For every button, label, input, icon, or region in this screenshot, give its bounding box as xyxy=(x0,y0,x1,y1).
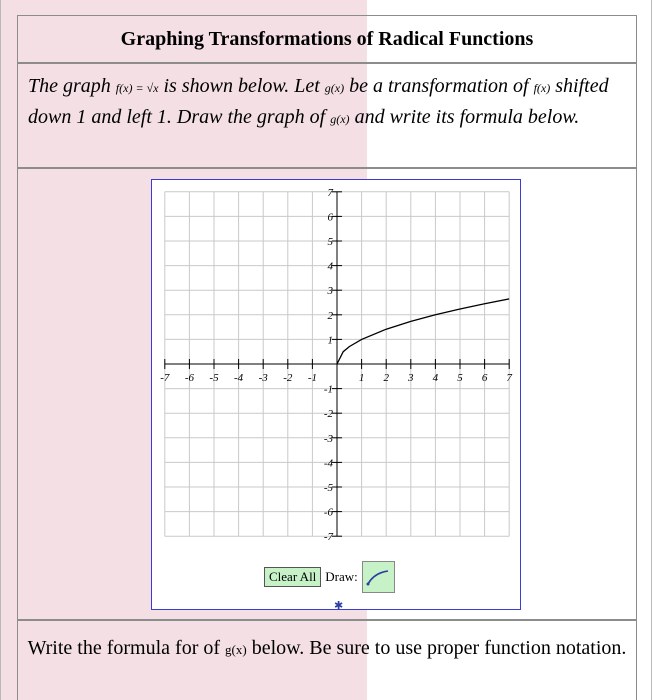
problem-text xyxy=(28,72,626,134)
frame-border-right xyxy=(651,0,652,700)
y-tick-label: -1 xyxy=(323,383,333,396)
g-of-x-notation: g(x) xyxy=(330,112,350,126)
y-tick-label: 5 xyxy=(327,236,333,248)
formula-text-part: Write the formula for of xyxy=(27,637,226,659)
title-box xyxy=(17,15,637,63)
formula-text-part: below. Be sure to use proper function notation. xyxy=(246,637,627,659)
asterisk-icon: ✱ xyxy=(334,599,344,612)
x-tick-label: -7 xyxy=(160,372,170,384)
y-tick-label: 4 xyxy=(327,260,333,273)
f-of-x-notation: f(x) xyxy=(533,81,551,95)
y-tick-label: 6 xyxy=(327,211,333,224)
curve-tool-button[interactable] xyxy=(362,561,395,593)
problem-text-part: The graph xyxy=(28,75,116,97)
y-tick-label: -6 xyxy=(323,506,333,519)
sqrt-function-curve xyxy=(337,299,509,364)
y-tick-label: -3 xyxy=(323,432,333,445)
x-tick-label: 5 xyxy=(457,372,463,384)
y-tick-label: 7 xyxy=(327,186,333,199)
formula-prompt xyxy=(28,633,627,665)
formula-box xyxy=(17,620,637,700)
problem-text-part: shifted down 1 and left 1. Draw the graph of xyxy=(28,75,609,128)
x-tick-label: -2 xyxy=(283,372,293,384)
sqrt-x-notation: √x xyxy=(146,81,159,95)
graphing-applet[interactable] xyxy=(151,179,521,610)
y-tick-label: -4 xyxy=(323,457,333,470)
x-tick-label: -5 xyxy=(209,372,219,384)
curve-tool-icon xyxy=(365,567,391,587)
x-tick-label: 6 xyxy=(481,372,488,384)
y-tick-label: 3 xyxy=(327,285,333,298)
g-of-x-notation: g(x) xyxy=(324,81,345,95)
equals-sign: = xyxy=(132,81,147,95)
problem-box xyxy=(17,63,637,168)
frame-border-left xyxy=(0,0,1,700)
applet-controls xyxy=(264,560,395,594)
x-tick-label: -4 xyxy=(234,372,244,384)
y-tick-label: -7 xyxy=(323,531,333,544)
draw-label: Draw: xyxy=(325,569,358,584)
x-tick-label: 7 xyxy=(506,372,512,384)
coordinate-grid[interactable] xyxy=(152,180,520,548)
x-tick-label: -3 xyxy=(258,372,268,384)
g-of-x-notation: g(x) xyxy=(225,642,247,657)
problem-text-part: be a transformation of xyxy=(344,75,534,97)
y-tick-label: 1 xyxy=(327,334,333,347)
x-tick-label: 1 xyxy=(358,372,365,384)
y-tick-label: -2 xyxy=(323,408,333,421)
x-tick-label: 2 xyxy=(383,372,389,384)
x-tick-label: -1 xyxy=(307,372,317,384)
x-tick-label: 3 xyxy=(408,372,414,384)
problem-text-part: and write its formula below. xyxy=(349,106,580,128)
f-of-x-notation: f(x) xyxy=(115,81,133,95)
y-tick-label: -5 xyxy=(323,482,333,494)
x-tick-label: -6 xyxy=(184,372,194,384)
x-tick-label: 4 xyxy=(432,372,439,384)
page-title: Graphing Transformations of Radical Functions xyxy=(120,27,534,50)
problem-text-part: is shown below. Let xyxy=(158,75,325,97)
y-tick-label: 2 xyxy=(327,309,333,322)
clear-all-button[interactable]: Clear All xyxy=(264,567,321,587)
